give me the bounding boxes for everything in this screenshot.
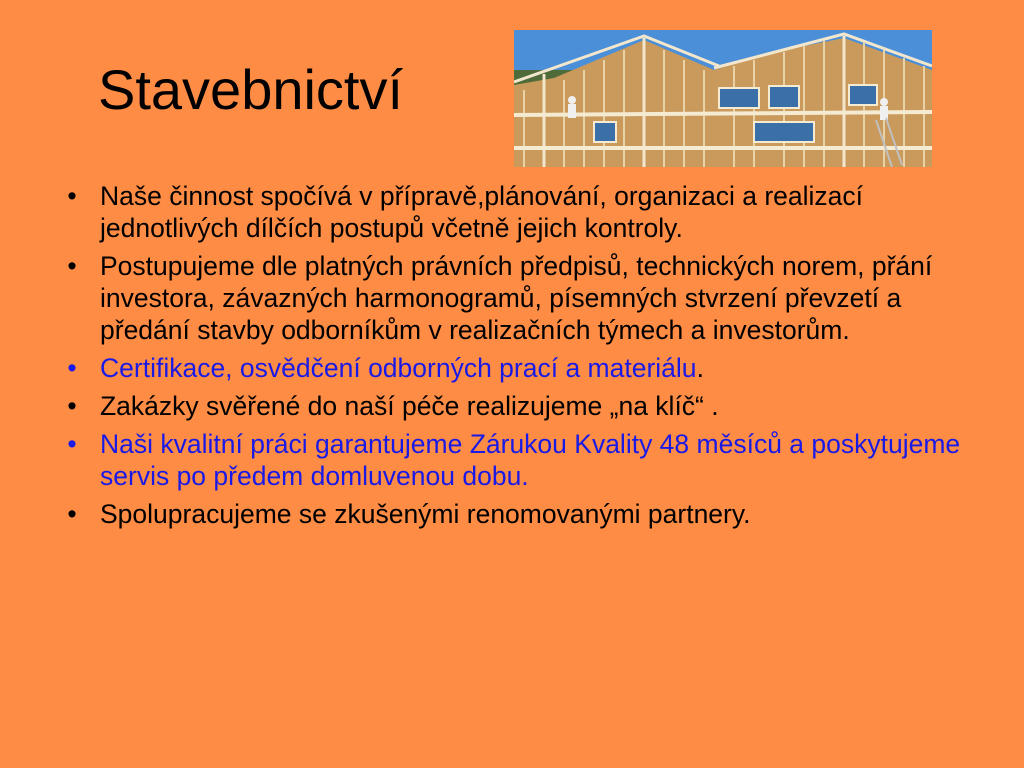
bullet-dot: •	[67, 251, 77, 281]
list-item-text: Zakázky svěřené do naší péče realizujeme „na klíč“ .	[100, 391, 719, 421]
bullet-dot: •	[67, 353, 77, 383]
list-item	[62, 428, 962, 492]
bullet-dot: •	[67, 429, 77, 459]
list-item-text: Naši kvalitní práci garantujeme Zárukou Kvality 48 měsíců a poskytujeme servis po předem domluvenou dobu.	[100, 429, 961, 491]
list-item	[62, 498, 962, 530]
list-item-text: Spolupracujeme se zkušenými renomovanými partnery.	[100, 499, 751, 529]
house-construction-photo-icon	[514, 30, 932, 167]
list-item-text: Certifikace, osvědčení odborných prací a materiálu	[100, 353, 697, 383]
slide-title: Stavebnictví	[98, 58, 404, 121]
bullet-dot: •	[67, 499, 77, 529]
list-item	[62, 390, 962, 422]
list-item-text: Naše činnost spočívá v přípravě,plánování, organizaci a realizací jednotlivých dílčích postupů včetně jejich kontroly.	[100, 181, 864, 243]
list-item-suffix: .	[696, 353, 704, 383]
list-item	[62, 180, 962, 244]
bullet-list	[62, 180, 962, 536]
list-item	[62, 352, 962, 384]
list-item-text: Postupujeme dle platných právních předpisů, technických norem, přání investora, závazných harmonogramů, písemných stvrzení převzetí a předání stavby odborníkům v realizačních týmech a investorům.	[100, 251, 933, 345]
list-item	[62, 250, 962, 346]
bullet-dot: •	[67, 181, 77, 211]
bullet-dot: •	[67, 391, 77, 421]
